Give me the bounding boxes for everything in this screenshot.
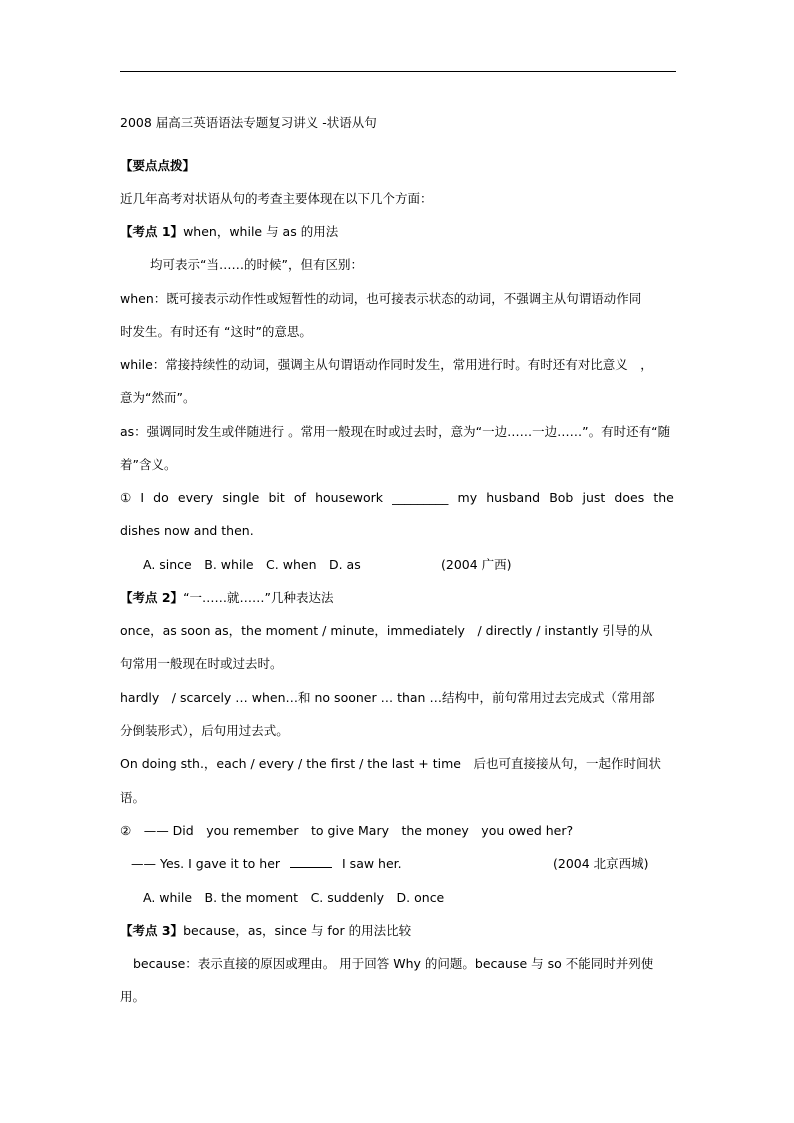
header-rule	[120, 71, 676, 72]
point2-line1: once，as soon as，the moment / minute，immediately / directly / instantly 引导的从	[120, 623, 653, 638]
as-explanation-line2: 着”含义。	[120, 457, 177, 472]
q1-word: just	[582, 490, 606, 505]
point3-title: because，as，since 与 for 的用法比较	[183, 923, 412, 938]
q1-word: bit	[268, 490, 285, 505]
question1-options: A. since B. while C. when D. as	[143, 557, 361, 572]
question2-line1: ② —— Did you remember to give Mary the money you owed her?	[120, 823, 574, 838]
point1-heading	[120, 224, 338, 240]
intro-text: 近几年高考对状语从句的考查主要体现在以下几个方面：	[120, 191, 433, 206]
point2-line2: 句常用一般现在时或过去时。	[120, 656, 283, 671]
section-heading: 【要点点拨】	[120, 158, 196, 173]
point1-label: 【考点 1】	[120, 224, 184, 239]
document-title: 2008 届高三英语语法专题复习讲义 -状语从句	[120, 115, 377, 130]
point3-line1: because：表示直接的原因或理由。 用于回答 Why 的问题。because 与 so 不能同时并列使	[133, 956, 654, 971]
q1-word: single	[222, 490, 260, 505]
q1-word: does	[614, 490, 645, 505]
q1-word: the	[653, 490, 674, 505]
point2-line3: hardly / scarcely … when…和 no sooner … than …结构中，前句常用过去完成式（常用部	[120, 690, 655, 705]
point2-line5: On doing sth.，each / every / the first / the last + time 后也可直接接从句，一起作时间状	[120, 756, 661, 771]
q1-word: husband	[486, 490, 541, 505]
when-explanation-line2: 时发生。有时还有 “这时”的意思。	[120, 324, 312, 339]
q1-word: Bob	[549, 490, 574, 505]
point2-line6: 语。	[120, 790, 146, 805]
question2-source: (2004 北京西城)	[553, 856, 649, 871]
q2-answer-blank	[290, 867, 332, 868]
q1-word: every	[177, 490, 214, 505]
q2-reply-end: I saw her.	[342, 856, 402, 871]
question1-line2: dishes now and then.	[120, 523, 254, 538]
q1-word: of	[293, 490, 306, 505]
point1-subtitle: 均可表示“当……的时候”，但有区别：	[150, 257, 363, 272]
question2-line2	[131, 856, 402, 872]
question1-line1	[120, 490, 674, 506]
point2-title: “一……就……”几种表达法	[183, 590, 334, 605]
question1-source: (2004 广西)	[441, 557, 512, 572]
while-explanation-line1: while：常接持续性的动词，强调主从句谓语动作同时发生，常用进行时。有时还有对比意义 ，	[120, 357, 653, 372]
point2-label: 【考点 2】	[120, 590, 184, 605]
point3-heading	[120, 923, 411, 939]
q2-reply-start: —— Yes. I gave it to her	[131, 856, 281, 871]
while-explanation-line2: 意为“然而”。	[120, 390, 196, 405]
q1-word: my	[457, 490, 478, 505]
q1-word: I	[140, 490, 145, 505]
q1-answer-blank: _________	[392, 490, 449, 505]
point3-label: 【考点 3】	[120, 923, 184, 938]
q1-word: ①	[120, 490, 132, 505]
point3-line2: 用。	[120, 989, 146, 1004]
as-explanation-line1: as：强调同时发生或伴随进行 。常用一般现在时或过去时，意为“一边……一边……”。有时还有“随	[120, 424, 671, 439]
when-explanation-line1: when：既可接表示动作性或短暂性的动词，也可接表示状态的动词，不强调主从句谓语动作同	[120, 291, 642, 306]
q1-word: housework	[315, 490, 384, 505]
point1-title: when，while 与 as 的用法	[183, 224, 339, 239]
point2-heading	[120, 590, 334, 606]
q1-word: do	[153, 490, 169, 505]
question2-options: A. while B. the moment C. suddenly D. once	[143, 890, 445, 905]
point2-line4: 分倒装形式），后句用过去式。	[120, 723, 289, 738]
